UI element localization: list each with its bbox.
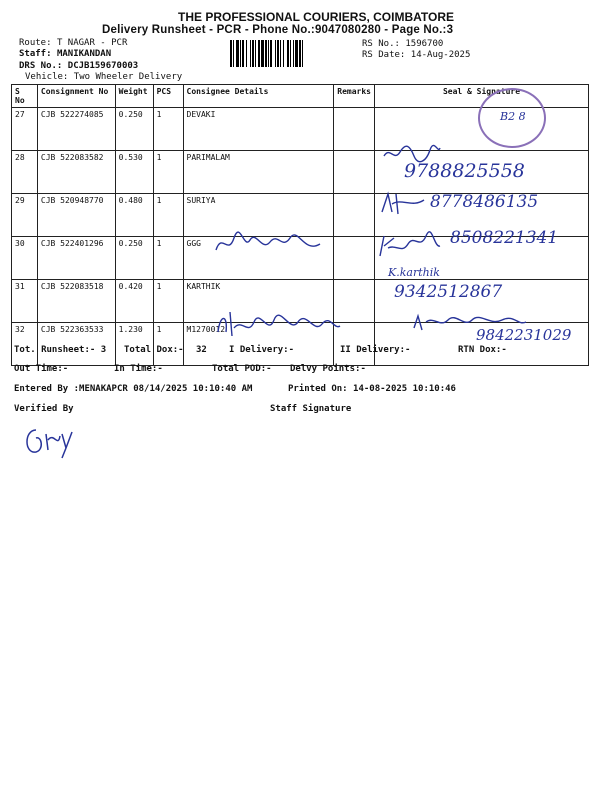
col-pcs: PCS [153, 85, 183, 108]
staff-line [19, 49, 111, 59]
row29-signature-scribble [378, 190, 428, 218]
row-consignment: CJB 520948770 [37, 194, 115, 237]
row-pcs: 1 [153, 280, 183, 323]
route-label: Route: [19, 38, 52, 48]
out-time: Out Time:- [14, 364, 69, 374]
ii-delivery: II Delivery:- [340, 345, 411, 355]
row27-handwritten-sign: B2 8 [500, 110, 526, 123]
rs-date-line [362, 50, 470, 60]
delvy-points: Delvy Points:- [290, 364, 366, 374]
staff-signature-label: Staff Signature [270, 404, 352, 414]
row31-handwritten-name: K.karthik [388, 266, 440, 279]
row-sno: 32 [12, 323, 38, 366]
row-weight: 1.230 [115, 323, 153, 366]
rs-date-value: 14-Aug-2025 [410, 50, 471, 60]
vehicle-line [25, 72, 182, 82]
row-consignee: KARTHIK [183, 280, 334, 323]
verified-by: Verified By [14, 404, 74, 414]
drs-line [19, 61, 138, 71]
row-weight: 0.480 [115, 194, 153, 237]
row-consignment: CJB 522401296 [37, 237, 115, 280]
row30-signature-scribble [376, 230, 442, 258]
row-consignee: DEVAKI [183, 108, 334, 151]
row-remarks [334, 108, 375, 151]
row-consignment: CJB 522363533 [37, 323, 115, 366]
row-pcs: 1 [153, 108, 183, 151]
drs-value: DCJB159670003 [67, 61, 139, 71]
entered-by: Entered By :MENAKAPCR 08/14/2025 10:10:40 AM [14, 384, 253, 394]
col-seal-signature: Seal & Signature [374, 85, 588, 108]
rs-no-value: 1596700 [405, 39, 444, 49]
row30-handwritten-phone: 8508221341 [450, 228, 559, 248]
row-consignee: PARIMALAM [183, 151, 334, 194]
verifier-signature [22, 420, 82, 460]
total-dox-label: Total Dox:- [124, 345, 184, 355]
row-weight: 0.530 [115, 151, 153, 194]
row31-handwritten-phone: 9342512867 [394, 282, 503, 302]
rs-date-label: RS Date: [362, 50, 406, 60]
col-consignee: Consignee Details [183, 85, 334, 108]
row-sno: 31 [12, 280, 38, 323]
total-dox-value: 32 [196, 345, 207, 355]
col-weight: Weight [115, 85, 153, 108]
row-weight: 0.250 [115, 108, 153, 151]
row29-handwritten-phone: 8778486135 [430, 192, 539, 212]
staff-value: MANIKANDAN [56, 49, 112, 59]
company-title: THE PROFESSIONAL COURIERS, COIMBATORE [178, 10, 455, 24]
barcode [230, 40, 354, 67]
row-sno: 28 [12, 151, 38, 194]
vehicle-label: Vehicle: [25, 72, 69, 82]
drs-label: DRS No.: [19, 61, 63, 71]
row-pcs: 1 [153, 323, 183, 366]
col-sno: S No [12, 85, 38, 108]
printed-on: Printed On: 14-08-2025 10:10:46 [288, 384, 456, 394]
row-consignee: GGG [183, 237, 334, 280]
row32-consignee-signature [214, 308, 344, 340]
row-sno: 27 [12, 108, 38, 151]
in-time: In Time:- [114, 364, 163, 374]
i-delivery: I Delivery:- [229, 345, 295, 355]
runsheet-subtitle: Delivery Runsheet - PCR - Phone No.:9047080280 - Page No.:3 [102, 24, 454, 36]
row28-handwritten-phone: 9788825558 [404, 160, 525, 182]
col-remarks: Remarks [334, 85, 375, 108]
row-pcs: 1 [153, 194, 183, 237]
row-consignee: SURIYA [183, 194, 334, 237]
row-consignment: CJB 522083582 [37, 151, 115, 194]
route-line [19, 38, 127, 48]
row-consignee: M1270012 [183, 323, 334, 366]
col-consignment: Consignment No [37, 85, 115, 108]
tot-runsheet: Tot. Runsheet:- 3 [14, 345, 107, 355]
row-sno: 29 [12, 194, 38, 237]
row-remarks [334, 194, 375, 237]
barcode-bar [303, 40, 305, 67]
row-pcs: 1 [153, 237, 183, 280]
rtn-dox: RTN Dox:- [458, 345, 507, 355]
row32-handwritten-phone: 9842231029 [476, 326, 572, 344]
row-consignment: CJB 522274085 [37, 108, 115, 151]
row-weight: 0.420 [115, 280, 153, 323]
rs-no-label: RS No.: [362, 39, 400, 49]
row-weight: 0.250 [115, 237, 153, 280]
total-pod: Total POD:- [212, 364, 272, 374]
row-consignment: CJB 522083518 [37, 280, 115, 323]
route-value: T NAGAR - PCR [56, 38, 128, 48]
row-sno: 30 [12, 237, 38, 280]
row-pcs: 1 [153, 151, 183, 194]
rs-no-line [362, 39, 443, 49]
vehicle-value: Two Wheeler Delivery [73, 72, 183, 82]
row-remarks [334, 237, 375, 280]
staff-label: Staff: [19, 49, 52, 59]
row30-consignee-signature [212, 230, 324, 258]
row-remarks [334, 151, 375, 194]
